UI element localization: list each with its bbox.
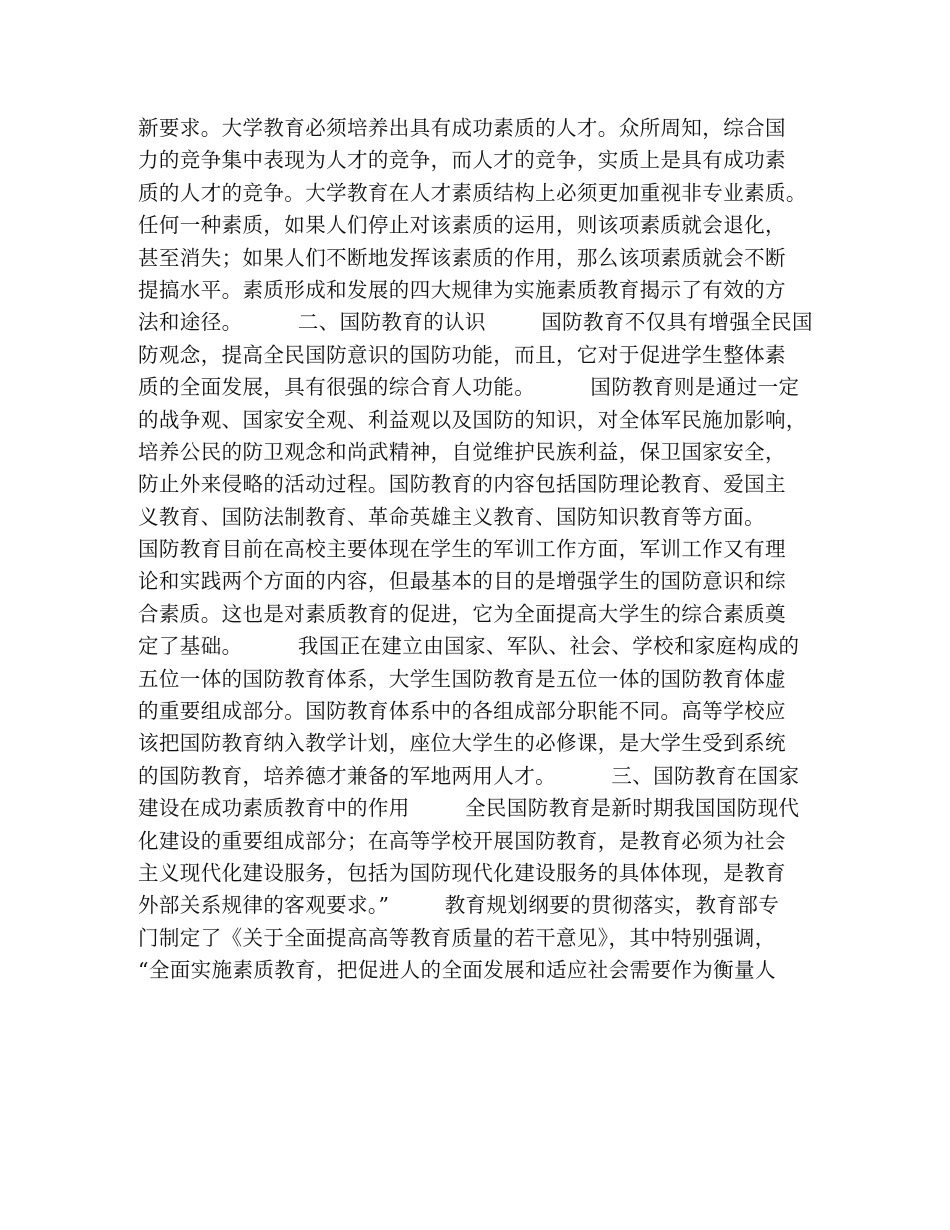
text-line: 培养公民的防卫观念和尚武精神，自觉维护民族利益，保卫国家安全， xyxy=(138,439,786,464)
text-line: 任何一种素质，如果人们停止对该素质的运用，则该项素质就会退化， xyxy=(138,213,786,238)
text-line: 的重要组成部分。国防教育体系中的各组成部分职能不同。高等学校应 xyxy=(138,699,786,724)
text-line: 建设在成功素质教育中的作用 全民国防教育是新时期我国国防现代 xyxy=(138,796,800,821)
text-line: 质的全面发展，具有很强的综合育人功能。 国防教育则是通过一定 xyxy=(138,375,800,400)
text-line: 化建设的重要组成部分；在高等学校开展国防教育，是教育必须为社会 xyxy=(138,828,786,853)
body-text xyxy=(138,112,828,987)
text-line: 定了基础。 我国正在建立由国家、军队、社会、学校和家庭构成的 xyxy=(138,634,800,659)
text-line: “全面实施素质教育，把促进人的全面发展和适应社会需要作为衡量人 xyxy=(138,958,776,983)
text-line: 外部关系规律的客观要求。” 教育规划纲要的贯彻落实，教育部专 xyxy=(138,893,780,918)
text-line: 论和实践两个方面的内容，但最基本的目的是增强学生的国防意识和综 xyxy=(138,569,786,594)
text-line: 的国防教育，培养德才兼备的军地两用人才。 三、国防教育在国家 xyxy=(138,763,800,788)
text-line: 防观念，提高全民国防意识的国防功能，而且，它对于促进学生整体素 xyxy=(138,342,786,367)
text-line: 主义现代化建设服务，包括为国防现代化建设服务的具体体现，是教育 xyxy=(138,860,786,885)
text-line: 质的人才的竞争。大学教育在人才素质结构上必须更加重视非专业素质。 xyxy=(138,180,807,205)
text-line: 甚至消失；如果人们不断地发挥该素质的作用，那么该项素质就会不断 xyxy=(138,245,786,270)
text-line: 法和途径。 二、国防教育的认识 国防教育不仅具有增强全民国 xyxy=(138,310,813,335)
text-line: 合素质。这也是对素质教育的促进，它为全面提高大学生的综合素质奠 xyxy=(138,601,786,626)
text-line: 五位一体的国防教育体系，大学生国防教育是五位一体的国防教育体虚 xyxy=(138,666,786,691)
text-line: 门制定了《关于全面提高高等教育质量的若干意见》，其中特别强调， xyxy=(138,925,776,950)
text-line: 提搞水平。素质形成和发展的四大规律为实施素质教育揭示了有效的方 xyxy=(138,277,786,302)
text-line: 的战争观、国家安全观、利益观以及国防的知识，对全体军民施加影响， xyxy=(138,407,807,432)
text-line: 防止外来侵略的活动过程。国防教育的内容包括国防理论教育、爱国主 xyxy=(138,472,786,497)
text-line: 国防教育目前在高校主要体现在学生的军训工作方面，军训工作又有理 xyxy=(138,537,786,562)
text-line: 该把国防教育纳入教学计划，座位大学生的必修课，是大学生受到系统 xyxy=(138,731,786,756)
text-line: 力的竞争集中表现为人才的竞争，而人才的竞争，实质上是具有成功素 xyxy=(138,148,786,173)
text-line: 义教育、国防法制教育、革命英雄主义教育、国防知识教育等方面。 xyxy=(138,504,765,529)
text-line: 新要求。大学教育必须培养出具有成功素质的人才。众所周知，综合国 xyxy=(138,116,786,140)
